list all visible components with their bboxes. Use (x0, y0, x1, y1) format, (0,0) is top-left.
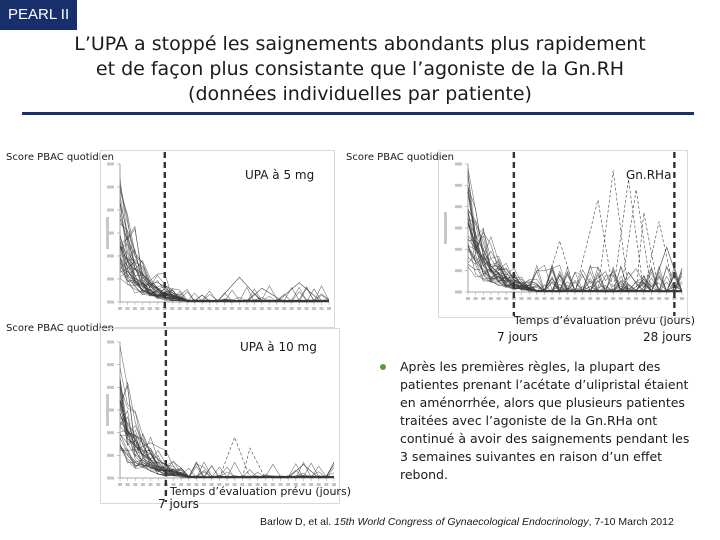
gnrh-ylabel: Score PBAC quotidien (346, 152, 455, 163)
x-tick-label (327, 307, 331, 310)
rebound-series-line (217, 277, 262, 302)
x-tick-label (148, 307, 152, 310)
x-tick-label (245, 307, 249, 310)
citation-journal: 15th World Congress of Gynaecological Endocrinology (334, 516, 589, 528)
y-axis-title (106, 217, 109, 249)
x-tick-label (230, 307, 234, 310)
upa10-ylabel: Score PBAC quotidien (6, 323, 115, 334)
x-tick-label (215, 307, 219, 310)
upa5-ylabel: Score PBAC quotidien (6, 152, 115, 163)
x-tick-label (141, 483, 145, 486)
x-tick-label (200, 307, 204, 310)
patient-series-line (120, 236, 329, 302)
rebound-series-line (598, 170, 629, 292)
x-tick-label (542, 297, 546, 300)
x-tick-label (149, 483, 153, 486)
title-line-2: et de façon plus consistante que l’agoniste de la Gn.RH (95, 58, 625, 80)
x-tick-label (185, 307, 189, 310)
x-tick-label (155, 307, 159, 310)
y-axis-title (106, 394, 109, 426)
upa10-panel-label: UPA à 10 mg (240, 340, 317, 354)
y-tick-label (455, 291, 462, 294)
x-tick-label (282, 307, 286, 310)
patient-series-line (120, 389, 334, 478)
x-tick-label (489, 297, 493, 300)
x-tick-label (604, 297, 608, 300)
y-tick-label (107, 454, 114, 457)
x-tick-label (118, 307, 122, 310)
y-tick-label (455, 163, 462, 166)
y-tick-label (107, 301, 114, 304)
x-tick-label (252, 307, 256, 310)
x-tick-label (649, 297, 653, 300)
x-tick-label (504, 297, 508, 300)
x-tick-label (320, 307, 324, 310)
x-tick-label (466, 297, 470, 300)
x-tick-label (126, 483, 130, 486)
patient-series-line (120, 260, 329, 302)
patient-series-line (120, 422, 334, 478)
x-tick-label (657, 297, 661, 300)
x-tick-label (619, 297, 623, 300)
pearl-badge: PEARL II (0, 0, 77, 30)
title-line-1: L’UPA a stoppé les saignements abondants plus rapidement (74, 33, 646, 55)
title-divider (22, 112, 694, 115)
x-tick-label (237, 307, 241, 310)
y-tick-label (107, 278, 114, 281)
y-tick-label (107, 186, 114, 189)
x-tick-label (312, 307, 316, 310)
citation (260, 516, 674, 528)
x-tick-label (481, 297, 485, 300)
y-tick-label (107, 431, 114, 434)
upa10-xlabel: Temps d’évaluation prévu (jours) (170, 485, 351, 498)
gnrh-panel-label: Gn.RHa (626, 168, 672, 182)
y-axis-title (444, 212, 447, 244)
y-tick-label (455, 184, 462, 187)
x-tick-label (573, 297, 577, 300)
x-tick-label (275, 307, 279, 310)
x-tick-label (611, 297, 615, 300)
y-tick-label (107, 341, 114, 344)
x-tick-label (118, 483, 122, 486)
y-tick-label (107, 477, 114, 480)
citation-authors: Barlow D, et al. (260, 516, 335, 528)
x-tick-label (497, 297, 501, 300)
x-tick-label (156, 483, 160, 486)
y-tick-label (455, 227, 462, 230)
x-tick-label (133, 483, 137, 486)
upa10-chart (100, 328, 340, 504)
x-tick-label (125, 307, 129, 310)
x-tick-label (223, 307, 227, 310)
y-tick-label (455, 269, 462, 272)
gnrh-day7-label: 7 jours (497, 330, 538, 344)
gnrh-xlabel: Temps d’évaluation prévu (jours) (514, 314, 695, 327)
x-tick-label (133, 307, 137, 310)
x-tick-label (193, 307, 197, 310)
x-tick-label (588, 297, 592, 300)
x-tick-label (634, 297, 638, 300)
x-tick-label (290, 307, 294, 310)
bullet-point (380, 358, 690, 484)
bullet-text: Après les premières règles, la plupart des patientes prenant l’acétate d’ulipristal étaient en aménorrhée, alors que plusieurs patientes traitées avec l’agoniste de la Gn.RHa ont continué à avoir des saignements pendant les 3 semaines suivantes en raison d’un effet rebond. (400, 359, 690, 482)
slide-title (30, 32, 690, 107)
x-tick-label (140, 307, 144, 310)
y-tick-label (107, 386, 114, 389)
y-tick-label (455, 248, 462, 251)
x-tick-label (680, 297, 684, 300)
rebound-series-line (219, 437, 250, 478)
x-tick-label (178, 307, 182, 310)
y-tick-label (455, 205, 462, 208)
x-tick-label (581, 297, 585, 300)
x-tick-label (535, 297, 539, 300)
x-tick-label (297, 307, 301, 310)
x-tick-label (170, 307, 174, 310)
rebound-series-line (277, 283, 322, 302)
upa10-day7-label: 7 jours (158, 497, 199, 511)
citation-date: , 7-10 March 2012 (588, 516, 674, 528)
gnrh-day28-label: 28 jours (643, 330, 692, 344)
patient-series-line (120, 214, 329, 303)
x-tick-label (665, 297, 669, 300)
upa5-panel-label: UPA à 5 mg (245, 168, 315, 182)
x-tick-label (596, 297, 600, 300)
bullet-dot-icon (380, 364, 386, 370)
x-tick-label (267, 307, 271, 310)
y-tick-label (107, 255, 114, 258)
x-tick-label (565, 297, 569, 300)
x-tick-label (642, 297, 646, 300)
x-tick-label (520, 297, 524, 300)
x-tick-label (474, 297, 478, 300)
x-tick-label (208, 307, 212, 310)
y-tick-label (107, 209, 114, 212)
patient-series-line (468, 211, 682, 292)
patient-series-line (120, 255, 329, 301)
rebound-series-line (613, 179, 644, 292)
y-tick-label (107, 163, 114, 166)
x-tick-label (527, 297, 531, 300)
title-line-3: (données individuelles par patiente) (188, 83, 532, 105)
x-tick-label (550, 297, 554, 300)
x-tick-label (558, 297, 562, 300)
x-tick-label (305, 307, 309, 310)
x-tick-label (627, 297, 631, 300)
y-tick-label (107, 363, 114, 366)
x-tick-label (260, 307, 264, 310)
